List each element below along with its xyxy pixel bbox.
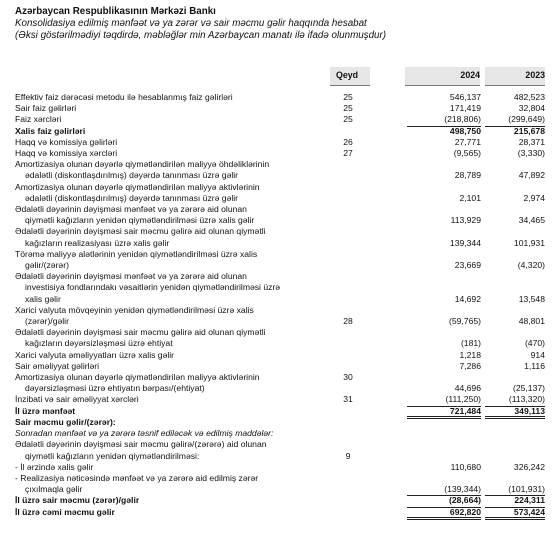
statement-row bbox=[15, 372, 545, 383]
row-note: 28 bbox=[343, 316, 353, 327]
subtotal-rule bbox=[407, 507, 481, 508]
row-label: Faiz xərcləri bbox=[15, 114, 62, 125]
statement-row bbox=[15, 193, 545, 204]
value-2023: 224,311 bbox=[514, 495, 545, 506]
value-2024: (139,344) bbox=[444, 484, 481, 495]
value-2024: 110,680 bbox=[450, 461, 481, 472]
row-label: Haqq və komissiya xərcləri bbox=[15, 148, 118, 159]
row-note: 26 bbox=[343, 136, 353, 147]
row-label: Sair əməliyyat gəlirləri bbox=[15, 360, 100, 371]
subtotal-rule bbox=[407, 495, 481, 496]
value-2023: 28,371 bbox=[518, 136, 545, 147]
statement-row bbox=[15, 148, 545, 159]
row-label: Amortizasiya olunan dəyərlə qiymətləndirilən maliyyə aktivlərinin bbox=[15, 181, 260, 192]
statement-row bbox=[15, 182, 545, 193]
subtotal-rule bbox=[407, 406, 481, 407]
row-note: 25 bbox=[343, 92, 353, 102]
value-2024: 1,218 bbox=[459, 349, 481, 360]
row-note: 27 bbox=[343, 148, 353, 159]
statement-row bbox=[15, 383, 545, 394]
value-2023: (101,931) bbox=[508, 484, 545, 495]
row-label: Sair məcmu gəlir/(zərər): bbox=[15, 416, 116, 427]
value-2024: 113,929 bbox=[450, 215, 481, 226]
row-label: qiymətli kağızların yenidən qiymətləndirilməsi: bbox=[25, 450, 200, 461]
statement-row bbox=[15, 316, 545, 327]
statement-row bbox=[15, 215, 545, 226]
value-2023: (25,137) bbox=[512, 383, 545, 394]
statement-row bbox=[15, 249, 545, 260]
row-label: - Realizasiya nəticəsində mənfəət və ya zərərə aid edilmiş zərər bbox=[15, 472, 259, 483]
year-2023-label: 2023 bbox=[525, 70, 545, 80]
row-label: çıxılmaqla gəlir bbox=[25, 484, 83, 495]
row-label: gəlir/(zərər) bbox=[25, 260, 69, 271]
value-2023: 32,804 bbox=[518, 103, 545, 114]
value-2024: 2,101 bbox=[459, 192, 481, 203]
statement-row bbox=[15, 114, 545, 125]
row-label: İl üzrə mənfəət bbox=[15, 405, 76, 416]
statement-row bbox=[15, 282, 545, 293]
statement-row bbox=[15, 305, 545, 316]
statement-row bbox=[15, 350, 545, 361]
row-label: İnzibati və sair əməliyyat xərcləri bbox=[15, 394, 139, 405]
value-2023: 101,931 bbox=[513, 237, 545, 248]
value-2023: (113,320) bbox=[508, 394, 545, 405]
row-label: ədalətli (diskontlaşdırılmış) dəyərdə tanınması üzrə gəlir bbox=[25, 170, 239, 181]
row-label: Xalis faiz gəlirləri bbox=[15, 125, 86, 136]
row-label: Ədalətli dəyərinin dəyişməsi sair məcmu gəlirə aid olunan qiymətli bbox=[15, 226, 266, 237]
row-label: Haqq və komissiya gəlirləri bbox=[15, 136, 118, 147]
statement-row bbox=[15, 103, 545, 114]
value-2024: 546,137 bbox=[449, 92, 481, 102]
value-2024: 44,696 bbox=[454, 383, 481, 394]
statement-row bbox=[15, 451, 545, 462]
value-2023: 47,892 bbox=[518, 170, 545, 181]
row-label: dəyərsizləşməsi üzrə ehtiyatın bərpası/(ehtiyat) bbox=[25, 383, 205, 394]
statement-row bbox=[15, 294, 545, 305]
statement-row bbox=[15, 361, 545, 372]
value-2024: 23,669 bbox=[454, 260, 481, 271]
row-label: Amortizasiya olunan dəyərlə qiymətləndirilən maliyyə aktivlərinin bbox=[15, 372, 260, 383]
value-2023: 48,801 bbox=[518, 316, 545, 327]
statement-row bbox=[15, 271, 545, 282]
statement-row bbox=[15, 484, 545, 495]
statement-row bbox=[15, 406, 545, 417]
statement-row bbox=[15, 126, 545, 137]
value-2024: (111,250) bbox=[445, 394, 481, 405]
statement-row bbox=[15, 327, 545, 338]
income-statement-table bbox=[15, 92, 545, 518]
value-2023: 482,523 bbox=[513, 92, 545, 102]
row-label: (zərər)/gəlir bbox=[25, 316, 69, 327]
total-double-rule bbox=[407, 517, 481, 520]
statement-row bbox=[15, 170, 545, 181]
subtotal-rule bbox=[485, 507, 545, 508]
value-2024: 692,820 bbox=[449, 506, 481, 517]
value-2023: 13,548 bbox=[518, 293, 545, 304]
row-label: Törəmə maliyyə alətlərinin yenidən qiymətləndirilməsi üzrə xalis bbox=[15, 248, 258, 259]
row-label: Effektiv faiz dərəcəsi metodu ilə hesablanmış faiz gəlirləri bbox=[15, 92, 233, 102]
year-2024-label: 2024 bbox=[460, 70, 480, 80]
row-label: - İl ərzində xalis gəlir bbox=[15, 461, 94, 472]
report-header bbox=[15, 6, 386, 42]
row-label: kağızların realizasiyası üzrə xalis gəlir bbox=[25, 237, 170, 248]
row-label: İl üzrə sair məcmu (zərər)/gəlir bbox=[15, 495, 140, 506]
value-2023: (4,320) bbox=[517, 260, 545, 271]
statement-row bbox=[15, 507, 545, 518]
statement-row bbox=[15, 338, 545, 349]
statement-row bbox=[15, 473, 545, 484]
row-label: Xarici valyuta əməliyyatları üzrə xalis gəlir bbox=[15, 349, 175, 360]
value-2024: 139,344 bbox=[449, 237, 481, 248]
note-column-header bbox=[330, 67, 370, 86]
value-2024: 7,286 bbox=[459, 360, 481, 371]
statement-row bbox=[15, 159, 545, 170]
statement-row bbox=[15, 92, 545, 103]
row-note: 25 bbox=[343, 114, 353, 125]
total-double-rule bbox=[485, 517, 545, 520]
value-2023: 34,465 bbox=[518, 215, 545, 226]
value-2023: (3,330) bbox=[517, 148, 545, 159]
row-note: 25 bbox=[343, 103, 353, 114]
value-2024: 721,484 bbox=[449, 405, 481, 416]
value-2024: 28,789 bbox=[454, 170, 481, 181]
row-label: ədalətli (diskontlaşdırılmış) dəyərdə tanınması üzrə gəlir bbox=[25, 192, 239, 203]
row-label: Amortizasiya olunan dəyərlə qiymətləndirilən maliyyə öhdəliklərinin bbox=[15, 159, 270, 170]
value-2024: (28,664) bbox=[448, 495, 481, 506]
row-label: investisiya fondlarındakı vəsaitlərin yenidən qiymətləndirilməsi üzrə bbox=[25, 282, 281, 293]
bank-name: Azərbaycan Respublikasının Mərkəzi Bankı bbox=[15, 6, 216, 17]
value-2023: (299,649) bbox=[508, 114, 545, 125]
year-2023-column-header bbox=[485, 67, 545, 86]
value-2024: 498,750 bbox=[449, 125, 481, 136]
value-2023: (470) bbox=[524, 338, 545, 349]
year-2024-column-header bbox=[405, 67, 480, 86]
report-title: Konsolidasiya edilmiş mənfəət və ya zərər və sair məcmu gəlir haqqında hesabat bbox=[15, 18, 367, 29]
note-header-label: Qeyd bbox=[336, 70, 359, 80]
statement-row bbox=[15, 204, 545, 215]
statement-row bbox=[15, 417, 545, 428]
subtotal-rule bbox=[407, 126, 481, 127]
statement-row bbox=[15, 137, 545, 148]
statement-row bbox=[15, 226, 545, 237]
row-label: Ədalətli dəyərinin dəyişməsi mənfəət və ya zərərə aid olunan bbox=[15, 271, 247, 282]
statement-row bbox=[15, 238, 545, 249]
row-note: 9 bbox=[345, 450, 351, 461]
value-2023: 1,116 bbox=[524, 360, 545, 371]
statement-row bbox=[15, 439, 545, 450]
value-2024: (9,565) bbox=[453, 148, 481, 159]
subtotal-rule bbox=[485, 406, 545, 407]
row-label: Ədalətli dəyərinin dəyişməsi sair məcmu gəlirə/(zərərə) aid olunan bbox=[15, 439, 267, 450]
value-2024: 14,692 bbox=[454, 293, 481, 304]
statement-row bbox=[15, 428, 545, 439]
value-2023: 215,678 bbox=[513, 125, 545, 136]
row-label: xalis gəlir bbox=[25, 293, 61, 304]
statement-row bbox=[15, 394, 545, 405]
value-2024: 171,419 bbox=[449, 103, 481, 114]
value-2023: 349,113 bbox=[514, 405, 545, 416]
row-label: kağızların dəyərsizləşməsi üzrə ehtiyat bbox=[25, 338, 173, 349]
subtotal-rule bbox=[485, 495, 545, 496]
row-note: 31 bbox=[343, 394, 353, 405]
value-2023: 573,424 bbox=[513, 506, 545, 517]
row-label: qiymətli kağızların yenidən qiymətləndirilməsi üzrə xalis gəlir bbox=[25, 215, 255, 226]
statement-row bbox=[15, 462, 545, 473]
subtotal-rule bbox=[485, 126, 545, 127]
value-2023: 326,242 bbox=[513, 461, 545, 472]
row-label: Ədalətli dəyərinin dəyişməsi sair məcmu gəlirə aid olunan qiymətli bbox=[15, 327, 266, 338]
row-label: Xarici valyuta mövqeyinin yenidən qiymətləndirilməsi üzrə xalis bbox=[15, 304, 254, 315]
row-label: Sonradan mənfəət və ya zərərə təsnif ediləcək və edilmiş maddələr: bbox=[15, 428, 274, 439]
value-2023: 2,974 bbox=[523, 192, 545, 203]
statement-row bbox=[15, 260, 545, 271]
row-note: 30 bbox=[343, 372, 353, 383]
value-2024: (181) bbox=[460, 338, 481, 349]
value-2023: 914 bbox=[530, 349, 545, 360]
value-2024: (59,765) bbox=[448, 316, 481, 327]
value-2024: (218,806) bbox=[444, 114, 481, 125]
row-label: Sair faiz gəlirləri bbox=[15, 103, 77, 114]
report-subtitle: (Əksi göstərilmədiyi təqdirdə, məbləğlər min Azərbaycan manatı ilə ifadə olunmuşdur) bbox=[15, 30, 386, 41]
statement-row bbox=[15, 495, 545, 506]
row-label: Ədalətli dəyərinin dəyişməsi mənfəət və ya zərərə aid olunan bbox=[15, 204, 247, 215]
row-label: İl üzrə cəmi məcmu gəlir bbox=[15, 506, 115, 517]
value-2024: 27,771 bbox=[454, 136, 481, 147]
